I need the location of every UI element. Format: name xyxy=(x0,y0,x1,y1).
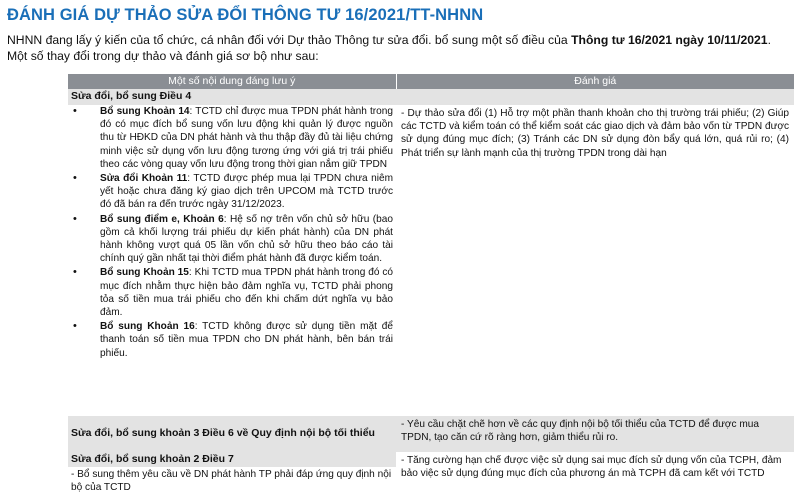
intro-bold-reference: Thông tư 16/2021 ngày 10/11/2021 xyxy=(571,33,768,47)
list-item xyxy=(72,213,393,266)
table-row xyxy=(68,105,794,416)
intro-paragraph xyxy=(7,32,793,64)
header-notes: Một số nội dung đáng lưu ý xyxy=(68,74,396,89)
bullet-icon: • xyxy=(73,266,77,279)
list-item xyxy=(72,266,393,319)
amendment-list xyxy=(72,105,393,360)
page-title: ĐÁNH GIÁ DỰ THẢO SỬA ĐỔI THÔNG TƯ 16/2021/TT-NHNN xyxy=(7,6,484,24)
evaluation-table xyxy=(68,74,794,497)
item-title: Bổ sung Khoản 15 xyxy=(100,267,189,279)
evaluation-cell-dieu-4: - Dự thảo sửa đổi (1) Hỗ trợ một phần thanh khoản cho thị trường trái phiếu; (2) Giúp các TCTD và kiểm toán có thể kiểm soát các giao dịch và đảm bảo vốn từ TPDN được sử dụng đúng mục đích; (3) Tránh các DN sử dụng đòn bẩy quá lớn, quá rủi ro; (4) Phát triển sự lành mạnh của thị trường TPDN trong dài hạn xyxy=(401,108,789,159)
item-title: Bổ sung Khoản 14 xyxy=(100,106,190,117)
bullet-icon: • xyxy=(73,172,77,185)
section-row-dieu-6 xyxy=(68,416,794,452)
section-row-dieu-4 xyxy=(68,89,794,105)
list-item xyxy=(72,320,393,360)
table-header-row xyxy=(68,74,794,89)
evaluation-cell-dieu-7: - Tăng cường hạn chế được việc sử dụng sai mục đích sử dụng vốn của TCPH, đảm bảo việc sử dụng đúng mục đích của phương án mà TCPH đã cam kết với TCTD xyxy=(401,455,782,480)
header-evaluation: Đánh giá xyxy=(396,74,794,89)
item-title: Bổ sung điểm e, Khoản 6 xyxy=(100,213,224,225)
section-cell-dieu-7 xyxy=(68,452,396,497)
notes-cell xyxy=(68,105,396,416)
item-title: Bổ sung Khoản 16 xyxy=(100,321,195,333)
section-detail-dieu-7: - Bổ sung thêm yêu cầu về DN phát hành TP phải đáp ứng quy định nội bộ của TCTD xyxy=(71,469,392,494)
item-title: Sửa đổi Khoản 11 xyxy=(100,173,188,185)
bullet-icon: • xyxy=(73,212,77,225)
item-text: : TCTD được phép mua lại TPDN chưa niêm yết hoặc chưa đăng ký giao dịch trên UPCOM mà TCTD trước đó đã bán ra đến trước ngày 31/12/2023. xyxy=(100,173,393,211)
list-item xyxy=(72,172,393,212)
intro-text-after: . Một số thay đổi trong dự thảo và đánh giá sơ bộ như sau: xyxy=(7,33,771,63)
item-text: : TCTD chỉ được mua TPDN phát hành trong đó có mục đích bổ sung vốn lưu động khi quản lý được nguồn thu từ HĐKD của DN phát hành và thu thập đầy đủ tài liệu chứng minh việc sử dụng vốn lưu động tương ứng với giá trị trái phiếu theo các vòng quay vốn lưu động trong thời gian nắm giữ TPDN xyxy=(100,106,393,170)
bullet-icon: • xyxy=(73,105,77,117)
item-text: : Hệ số nợ trên vốn chủ sở hữu (bao gồm cả khối lượng trái phiếu dự kiến phát hành) của DN phát hành không vượt quá 05 lần vốn chủ sở hữu theo báo cáo tài chính quý gần nhất tại thời điểm phát hành đã được kiểm toán. xyxy=(100,213,393,265)
item-text: : TCTD không được sử dụng tiền mặt để thanh toán số tiền mua TPDN cho DN phát hành, bên bán trái phiếu. xyxy=(100,321,393,359)
bullet-icon: • xyxy=(73,320,77,333)
evaluation-cell-dieu-6: - Yêu cầu chặt chẽ hơn về các quy định nội bộ tối thiểu của TCTD để được mua TPDN, tạo căn cứ rõ ràng hơn, giảm thiểu rủi ro. xyxy=(396,416,794,452)
section-heading-dieu-6: Sửa đổi, bổ sung khoản 3 Điều 6 về Quy định nội bộ tối thiểu xyxy=(68,416,396,452)
section-heading-dieu-7: Sửa đổi, bổ sung khoản 2 Điều 7 xyxy=(68,452,396,467)
item-text: : Khi TCTD mua TPDN phát hành trong đó có mục đích nhằm thực hiện bảo đảm nghĩa vụ, TCTD phải phong tỏa số tiền mua trái phiếu cho đến khi chấm dứt nghĩa vụ bảo đảm. xyxy=(100,267,393,319)
section-row-dieu-7 xyxy=(68,452,794,497)
list-item xyxy=(72,105,393,171)
section-heading-dieu-4: Sửa đổi, bổ sung Điều 4 xyxy=(68,89,396,105)
intro-text-before: NHNN đang lấy ý kiến của tổ chức, cá nhân đối với Dự thảo Thông tư sửa đổi. bổ sung một số điều của xyxy=(7,33,572,47)
